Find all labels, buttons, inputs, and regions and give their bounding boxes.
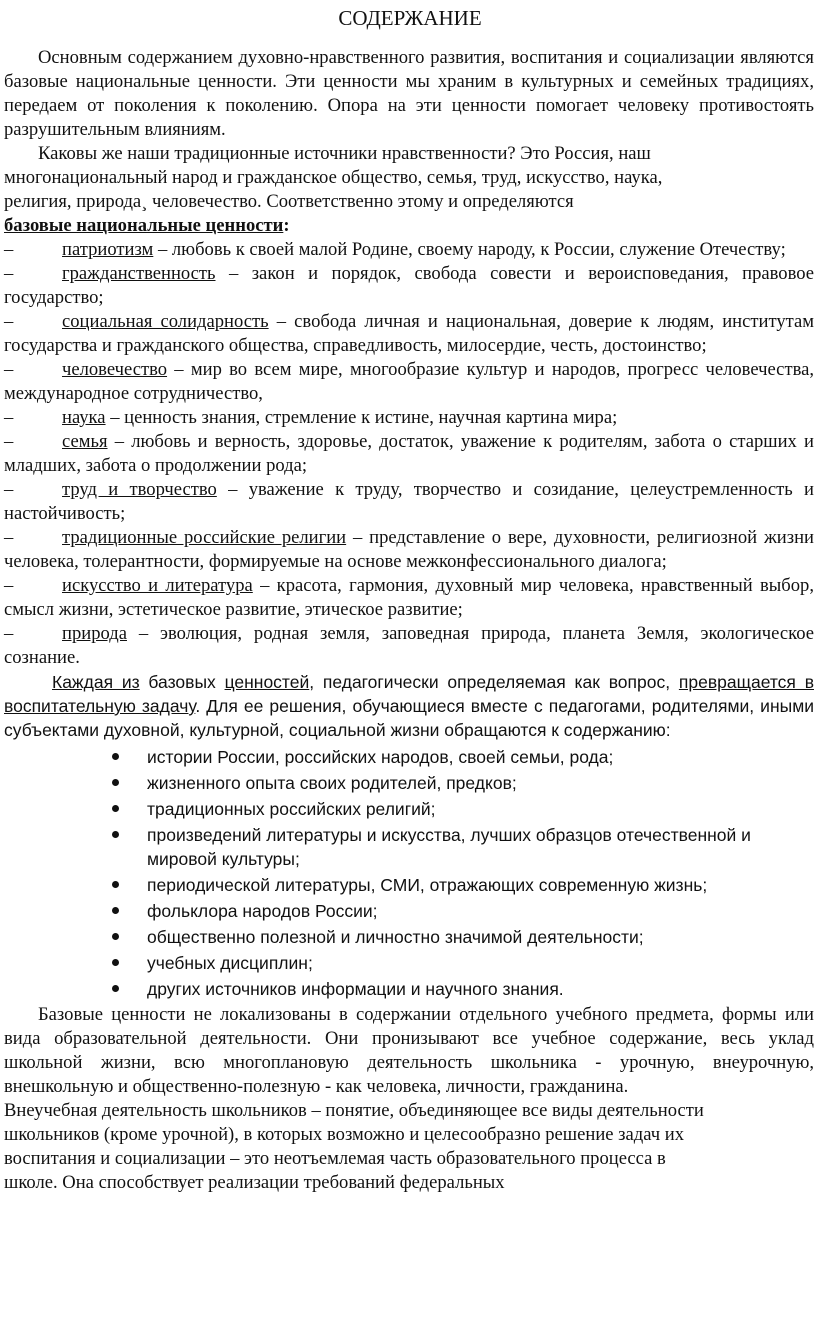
extra-line-2: школьников (кроме урочной), в которых возможно и целесообразно решение задач их	[4, 1124, 684, 1145]
bullet-icon	[112, 805, 119, 812]
value-term: традиционные российские религии	[62, 527, 347, 548]
dash-mark: –	[4, 239, 14, 260]
pedagogic-paragraph	[4, 670, 816, 742]
bullet-icon	[112, 959, 119, 966]
value-term: наука	[62, 407, 106, 428]
ped-underline-2: ценностей	[224, 672, 310, 692]
extra-line-3: воспитания и социализации – это неотъемлемая часть образовательного процесса в	[4, 1148, 666, 1169]
value-item	[4, 526, 816, 574]
dash-mark: –	[4, 431, 14, 452]
value-description: – ценность знания, стремление к истине, научная картина мира;	[105, 407, 618, 428]
dash-mark: –	[4, 623, 14, 644]
value-description: – любовь и верность, здоровье, достаток, уважение к родителям, забота о старших и младших, забота о продолжении рода;	[4, 431, 814, 476]
value-description: – эволюция, родная земля, заповедная природа, планета Земля, экологическое сознание.	[4, 623, 814, 668]
value-term: искусство и литература	[62, 575, 253, 596]
list-item-text: истории России, российских народов, своей семьи, рода;	[147, 747, 614, 767]
list-item-text: общественно полезной и личностно значимой деятельности;	[147, 927, 644, 947]
list-item-text: фольклора народов России;	[147, 901, 378, 921]
list-item	[4, 797, 816, 821]
value-term: патриотизм	[62, 239, 154, 260]
value-description: – представление о вере, духовности, религиозной жизни человека, толерантности, формируемые на основе межконфессионального диалога;	[4, 527, 814, 572]
value-item	[4, 310, 816, 358]
bullet-icon	[112, 985, 119, 992]
sources-line-2: многонациональный народ и гражданское общество, семья, труд, искусство, наука,	[4, 167, 663, 188]
content-sources-list	[4, 745, 816, 1001]
list-item	[4, 977, 816, 1001]
ped-underline-3: превращается в воспитательную задачу	[4, 672, 814, 716]
extracurricular-paragraph	[4, 1099, 816, 1195]
value-item	[4, 574, 816, 622]
value-item	[4, 478, 816, 526]
list-item-text: других источников информации и научного знания.	[147, 979, 564, 999]
list-item	[4, 899, 816, 923]
values-heading-colon: :	[283, 215, 290, 236]
value-description: – мир во всем мире, многообразие культур и народов, прогресс человечества, международное сотрудничество,	[4, 359, 814, 404]
value-item	[4, 238, 816, 262]
list-item	[4, 771, 816, 795]
list-item	[4, 823, 816, 871]
list-item	[4, 745, 816, 769]
value-description: – красота, гармония, духовный мир человека, нравственный выбор, смысл жизни, эстетическое развитие, этическое развитие;	[4, 575, 814, 620]
dash-mark: –	[4, 263, 14, 284]
ped-underline-1: Каждая из	[52, 672, 140, 692]
list-item-text: периодической литературы, СМИ, отражающих современную жизнь;	[147, 875, 708, 895]
values-list	[4, 238, 816, 670]
dash-mark: –	[4, 359, 14, 380]
sources-line-1: Каковы же наши традиционные источники нравственности? Это Россия, наш	[38, 143, 651, 164]
dash-mark: –	[4, 407, 14, 428]
bullet-icon	[112, 779, 119, 786]
value-description: – любовь к своей малой Родине, своему народу, к России, служение Отечеству;	[153, 239, 786, 260]
document-page	[0, 6, 816, 1336]
value-term: человечество	[62, 359, 168, 380]
dash-mark: –	[4, 479, 14, 500]
extra-line-1: Внеучебная деятельность школьников – понятие, объединяющее все виды деятельности	[4, 1100, 704, 1121]
sources-paragraph	[4, 142, 816, 214]
values-heading-text: базовые национальные ценности	[4, 215, 284, 236]
value-term: гражданственность	[62, 263, 216, 284]
sources-line-3: религия, природа¸ человечество. Соответственно этому и определяются	[4, 191, 574, 212]
value-description: – свобода личная и национальная, доверие к людям, институтам государства и гражданского общества, справедливость, милосердие, честь, достоинство;	[4, 311, 814, 356]
value-item	[4, 406, 816, 430]
list-item-text: традиционных российских религий;	[147, 799, 436, 819]
list-item-text: жизненного опыта своих родителей, предков;	[147, 773, 517, 793]
list-item	[4, 951, 816, 975]
list-item	[4, 925, 816, 949]
dash-mark: –	[4, 527, 14, 548]
value-item	[4, 622, 816, 670]
list-item	[4, 873, 816, 897]
bullet-icon	[112, 831, 119, 838]
value-term: семья	[62, 431, 108, 452]
bullet-icon	[112, 881, 119, 888]
values-heading	[4, 214, 816, 238]
ped-text-2: , педагогически определяемая как вопрос,	[309, 672, 679, 692]
dash-mark: –	[4, 311, 14, 332]
value-item	[4, 262, 816, 310]
value-term: труд и творчество	[62, 479, 217, 500]
value-term: природа	[62, 623, 127, 644]
value-item	[4, 430, 816, 478]
value-item	[4, 358, 816, 406]
value-description: – уважение к труду, творчество и созидание, целеустремленность и настойчивость;	[4, 479, 814, 524]
list-item-text: учебных дисциплин;	[147, 953, 313, 973]
value-term: социальная солидарность	[62, 311, 269, 332]
extra-line-4: школе. Она способствует реализации требований федеральных	[4, 1172, 505, 1193]
list-item-text: произведений литературы и искусства, лучших образцов отечественной и мировой культуры;	[147, 825, 751, 869]
closing-paragraph: Базовые ценности не локализованы в содержании отдельного учебного предмета, формы или вида образовательной деятельности. Они пронизывают все учебное содержание, весь уклад школьной жизни, всю многоплановую деятельность школьника - урочную, внеурочную, внешкольную и общественно-полезную - как человека, личности, гражданина.	[4, 1004, 814, 1097]
bullet-icon	[112, 753, 119, 760]
bullet-icon	[112, 907, 119, 914]
dash-mark: –	[4, 575, 14, 596]
ped-text-3: . Для ее решения, обучающиеся вместе с педагогами, родителями, иными субъектами духовной, культурной, социальной жизни обращаются к содержанию:	[4, 696, 815, 740]
value-description: – закон и порядок, свобода совести и вероисповедания, правовое государство;	[4, 263, 814, 308]
ped-text-1: базовых	[139, 672, 225, 692]
bullet-icon	[112, 933, 119, 940]
intro-paragraph: Основным содержанием духовно-нравственного развития, воспитания и социализации являются базовые национальные ценности. Эти ценности мы храним в культурных и семейных традициях, передаем от поколения к поколению. Опора на эти ценности помогает человеку противостоять разрушительным влияниям.	[4, 47, 814, 140]
page-title: СОДЕРЖАНИЕ	[338, 6, 482, 30]
